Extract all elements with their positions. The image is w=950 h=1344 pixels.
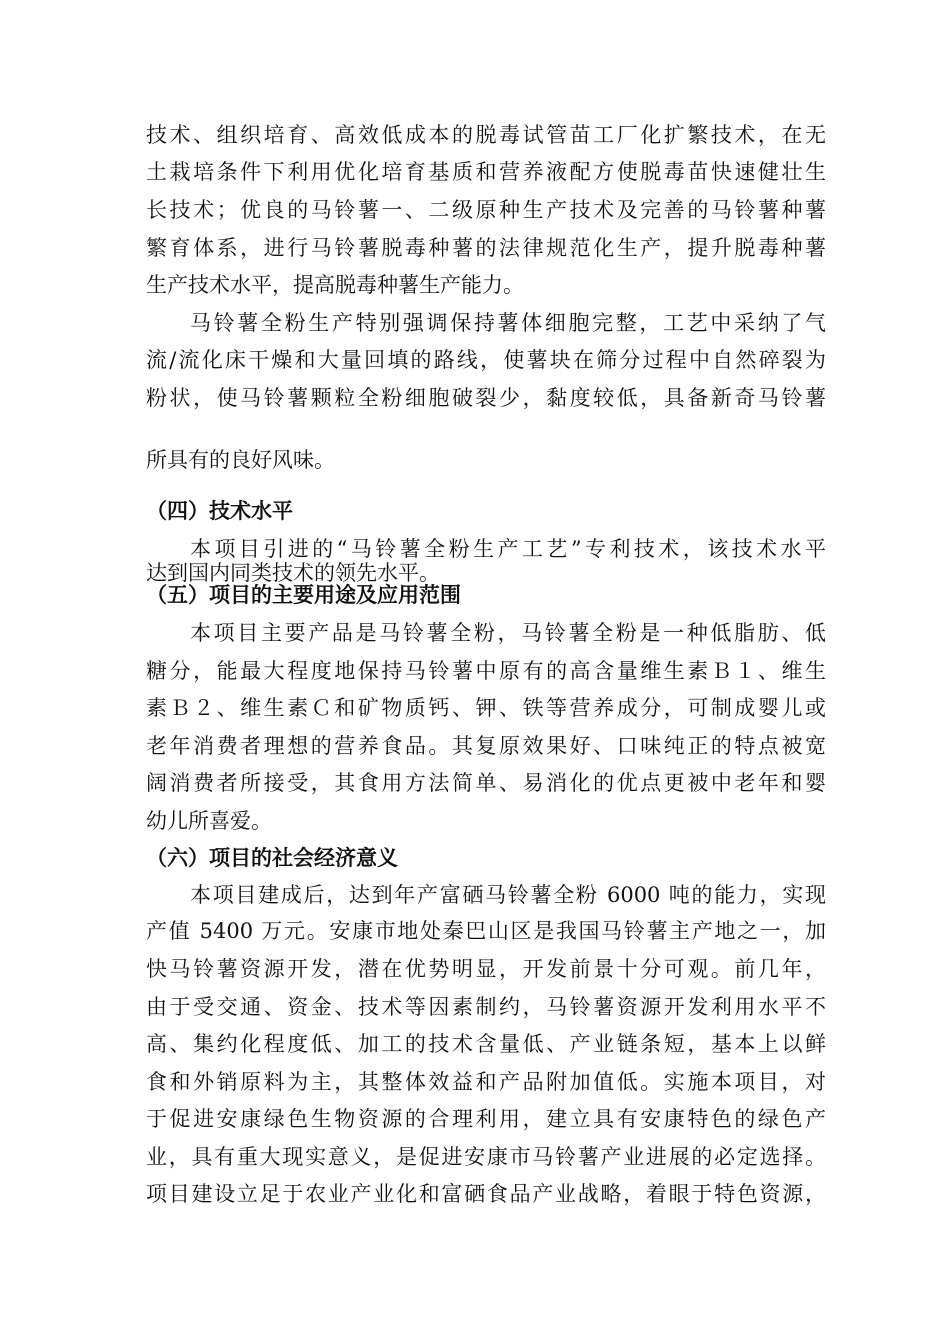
paragraph-line: 阔消费者所接受，其食用方法简单、易消化的优点更被中老年和婴 bbox=[146, 771, 826, 795]
section-heading-significance: （六）项目的社会经济意义 bbox=[146, 846, 398, 870]
paragraph-line: 老年消费者理想的营养食品。其复原效果好、口味纯正的特点被宽 bbox=[146, 734, 826, 758]
paragraph-line: 长技术；优良的马铃薯一、二级原种生产技术及完善的马铃薯种薯 bbox=[146, 198, 826, 222]
paragraph-line: 幼儿所喜爱。 bbox=[146, 809, 272, 833]
paragraph-line: 马铃薯全粉生产特别强调保持薯体细胞完整，工艺中采纳了气 bbox=[190, 311, 826, 335]
paragraph-line: 糖分，能最大程度地保持马铃薯中原有的高含量维生素Ｂ１、维生 bbox=[146, 659, 826, 683]
paragraph-line: 繁育体系，进行马铃薯脱毒种薯的法律规范化生产，提升脱毒种薯 bbox=[146, 236, 826, 260]
paragraph-line: 业，具有重大现实意义，是促进安康市马铃薯产业进展的必定选择。 bbox=[146, 1145, 826, 1169]
paragraph-line: 产值 5400 万元。安康市地处秦巴山区是我国马铃薯主产地之一，加 bbox=[146, 919, 826, 943]
paragraph-line: 达到国内同类技术的领先水平。 bbox=[146, 561, 440, 585]
paragraph-line: 本项目建成后，达到年产富硒马铃薯全粉 6000 吨的能力，实现 bbox=[190, 883, 826, 907]
paragraph-line: 本项目引进的“马铃薯全粉生产工艺”专利技术，该技术水平 bbox=[190, 537, 826, 561]
paragraph-line: 土栽培条件下利用优化培育基质和营养液配方使脱毒苗快速健壮生 bbox=[146, 160, 826, 184]
paragraph-line: 项目建设立足于农业产业化和富硒食品产业战略，着眼于特色资源， bbox=[146, 1182, 826, 1206]
paragraph-line: 技术、组织培育、高效低成本的脱毒试管苗工厂化扩繁技术，在无 bbox=[146, 123, 826, 147]
paragraph-line: 食和外销原料为主，其整体效益和产品附加值低。实施本项目，对 bbox=[146, 1070, 826, 1094]
paragraph-line: 素Ｂ２、维生素Ｃ和矿物质钙、钾、铁等营养成分，可制成婴儿或 bbox=[146, 696, 826, 720]
paragraph-line: 快马铃薯资源开发，潜在优势明显，开发前景十分可观。前几年， bbox=[146, 957, 826, 981]
paragraph-line: 高、集约化程度低、加工的技术含量低、产业链条短，基本上以鲜 bbox=[146, 1032, 826, 1056]
paragraph-line: 所具有的良好风味。 bbox=[146, 448, 335, 472]
paragraph-line: 流/流化床干燥和大量回填的路线，使薯块在筛分过程中自然碎裂为 bbox=[146, 348, 826, 372]
paragraph-line: 生产技术水平，提高脱毒种薯生产能力。 bbox=[146, 273, 524, 297]
paragraph-line: 本项目主要产品是马铃薯全粉，马铃薯全粉是一种低脂肪、低 bbox=[190, 621, 826, 645]
paragraph-line: 粉状，使马铃薯颗粒全粉细胞破裂少，黏度较低，具备新奇马铃薯 bbox=[146, 386, 826, 410]
section-heading-usage: （五）项目的主要用途及应用范围 bbox=[146, 583, 461, 607]
paragraph-line: 于促进安康绿色生物资源的合理利用，建立具有安康特色的绿色产 bbox=[146, 1107, 826, 1131]
section-heading-tech-level: （四）技术水平 bbox=[146, 499, 293, 523]
paragraph-line: 由于受交通、资金、技术等因素制约，马铃薯资源开发利用水平不 bbox=[146, 995, 826, 1019]
